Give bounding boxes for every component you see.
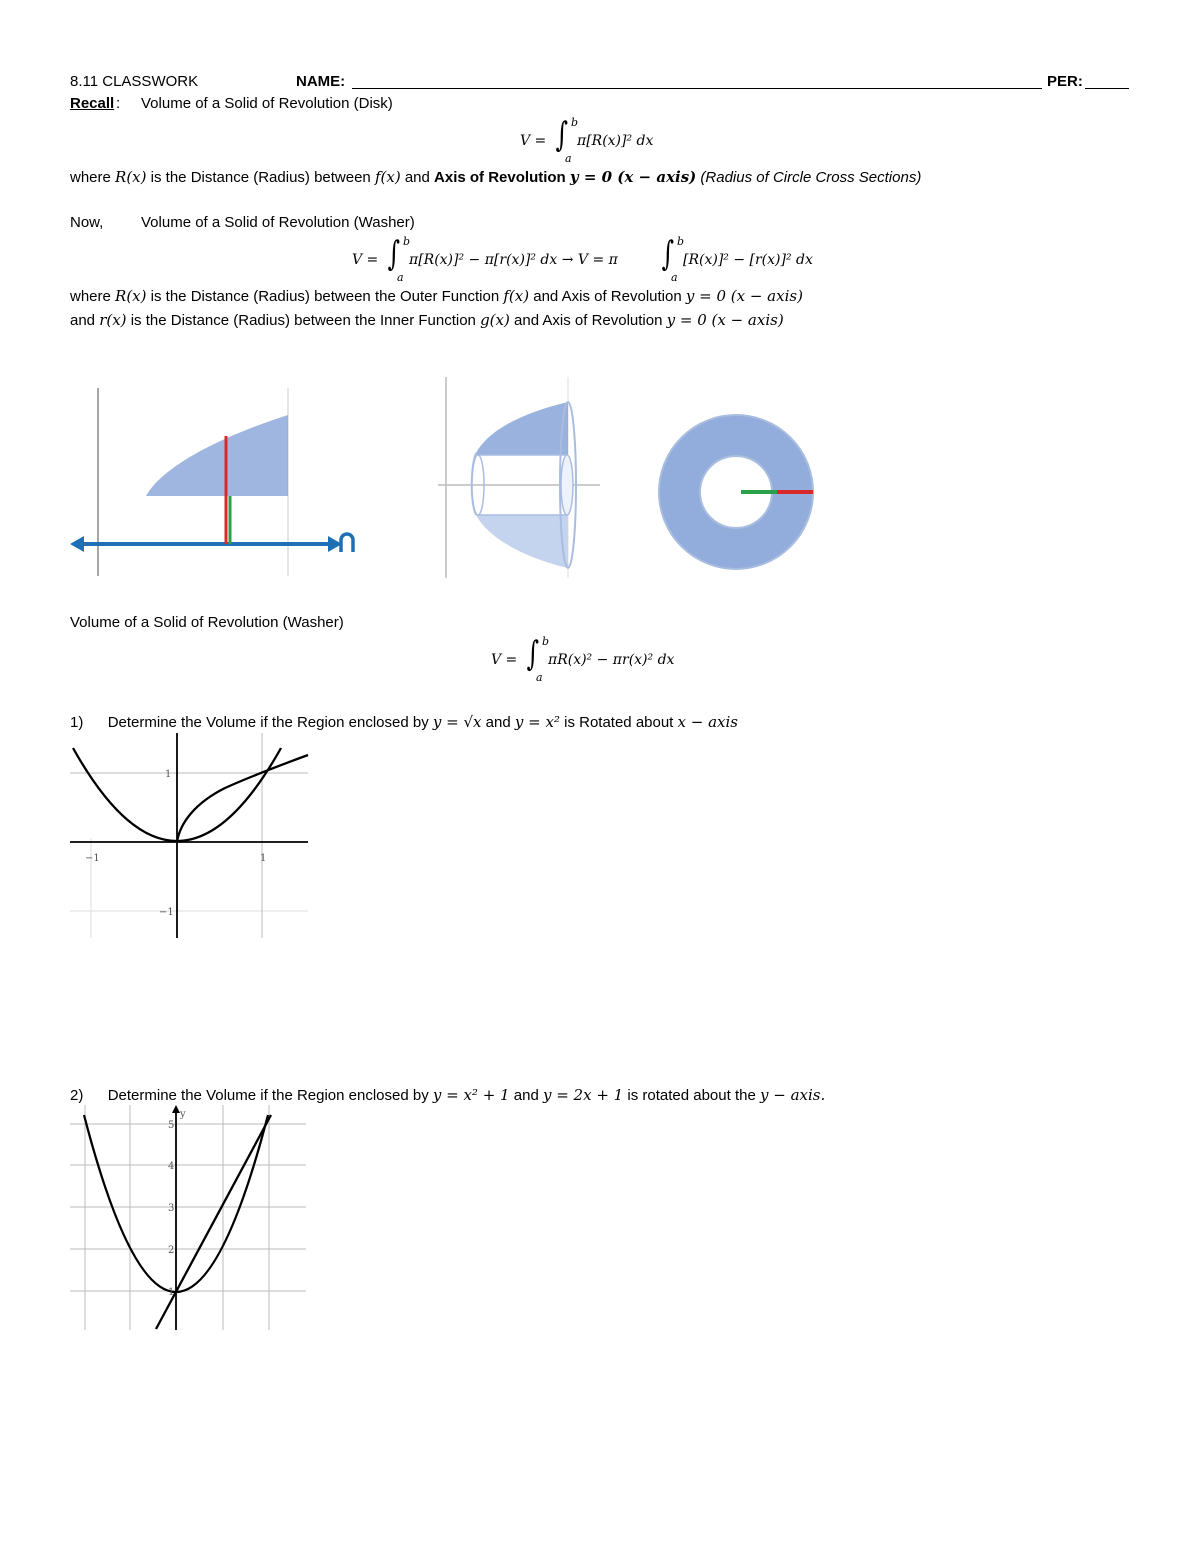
name-field[interactable] [352,88,1042,89]
washer-where-line-1 [70,287,803,306]
text: and Axis of Revolution [533,288,682,305]
text: Determine the Volume if the Region enclosed by [107,1087,429,1104]
tick-label-y-neg-1: −1 [159,907,174,918]
problem-2-statement [70,1086,825,1105]
washer-lower-limit: a [397,271,404,284]
axis: x − axis [677,713,738,731]
tick-label-5: 5 [168,1120,175,1131]
disk-upper-limit: b [571,116,579,129]
summary-integrand: πR(x)² − πr(x)² dx [548,652,675,668]
arrow-left-icon [70,536,84,552]
name-label: NAME: [296,73,346,90]
worksheet-title: 8.11 CLASSWORK [70,73,199,90]
text: Determine the Volume if the Region enclosed by [107,714,429,731]
region-shape [146,415,288,496]
disk-formula-lhs: V = [520,133,547,149]
equation: y = 2x + 1 [542,1086,624,1104]
axis-label-y: y [180,1109,186,1120]
washer-formula-left: π[R(x)]² − π[r(x)]² dx → V = π [409,252,618,268]
equation: y = √x [432,713,482,731]
washer-formula-lhs: V = [352,252,379,268]
disk-where-3: and [404,169,430,186]
disk-where-2: is the Distance (Radius) between [150,169,371,186]
text: is rotated about the [627,1087,756,1104]
disk-formula-integrand: π[R(x)]² dx [577,133,654,149]
text: where [70,288,111,305]
problem-1-graph [70,733,310,938]
text: and [513,1087,539,1104]
problem-1-statement [70,713,738,732]
text: and Axis of Revolution [514,312,663,329]
summary-upper-limit: b [542,635,550,648]
washer-formula-right: [R(x)]² − [r(x)]² dx [683,252,813,268]
tick-label-y-1: 1 [165,769,172,780]
disk-heading: Volume of a Solid of Revolution (Disk) [141,95,393,112]
equation: y = x² [514,713,560,731]
disk-where-1: where [70,169,111,186]
text: and [485,714,511,731]
lower-region [476,515,568,568]
disk-f-of-x: f(x) [374,168,401,186]
problem-2-graph [70,1105,310,1330]
recall-label: Recall [70,95,115,112]
text: is the Distance (Radius) between the Outer Function [150,288,500,305]
solid-of-revolution-diagram [430,375,610,580]
axis-eq: y = 0 (x − axis) [685,287,803,305]
summary-lower-limit: a [536,671,543,684]
integral-sign: ∫ [555,115,569,155]
equation: y = x² + 1 [432,1086,510,1104]
now-label: Now, [70,214,104,231]
tick-label-x-neg-1: −1 [85,853,100,864]
washer-summary-heading: Volume of a Solid of Revolution (Washer) [70,614,344,631]
disk-where-line [70,168,921,187]
rotation-arrow-icon [341,534,353,552]
disk-lower-limit: a [565,152,572,165]
text: and [70,312,96,329]
washer-upper-limit-2: b [677,235,685,248]
problem-2-number: 2) [70,1087,84,1104]
disk-R-of-x: R(x) [115,168,147,186]
upper-region [476,402,568,455]
summary-lhs: V = [491,652,518,668]
washer-heading: Volume of a Solid of Revolution (Washer) [141,214,415,231]
axis: y − axis. [759,1086,826,1104]
y-axis-arrow-icon [172,1105,180,1113]
R-of-x: R(x) [115,287,147,305]
tick-label-x-1: 1 [260,853,267,864]
disk-axis-eq: y = 0 (x − axis) [569,168,697,186]
per-label: PER: [1047,73,1083,90]
problem-1-number: 1) [70,714,84,731]
text: is the Distance (Radius) between the Inner Function [130,312,476,329]
tick-label-2: 2 [168,1245,175,1256]
integral-sign: ∫ [387,234,401,274]
washer-region-diagram [60,380,360,580]
washer-upper-limit: b [403,235,411,248]
r-of-x: r(x) [99,311,127,329]
curve-y-equals-sqrt-x [177,755,308,842]
g-of-x: g(x) [480,311,510,329]
washer-cross-section-diagram [655,412,820,577]
washer-lower-limit-2: a [671,271,678,284]
f-of-x: f(x) [503,287,530,305]
tick-label-1: 1 [168,1287,175,1298]
integral-sign: ∫ [661,234,675,274]
per-field[interactable] [1085,88,1129,89]
disk-axis-note: (Radius of Circle Cross Sections) [700,169,922,186]
integral-sign: ∫ [526,634,540,674]
recall-colon: : [116,95,121,112]
tick-label-3: 3 [168,1203,175,1214]
inner-ellipse [561,455,573,515]
axis-eq: y = 0 (x − axis) [666,311,784,329]
text: is Rotated about [564,714,674,731]
washer-where-line-2 [70,311,784,330]
disk-axis-bold: Axis of Revolution [434,169,566,186]
tick-label-4: 4 [168,1161,175,1172]
